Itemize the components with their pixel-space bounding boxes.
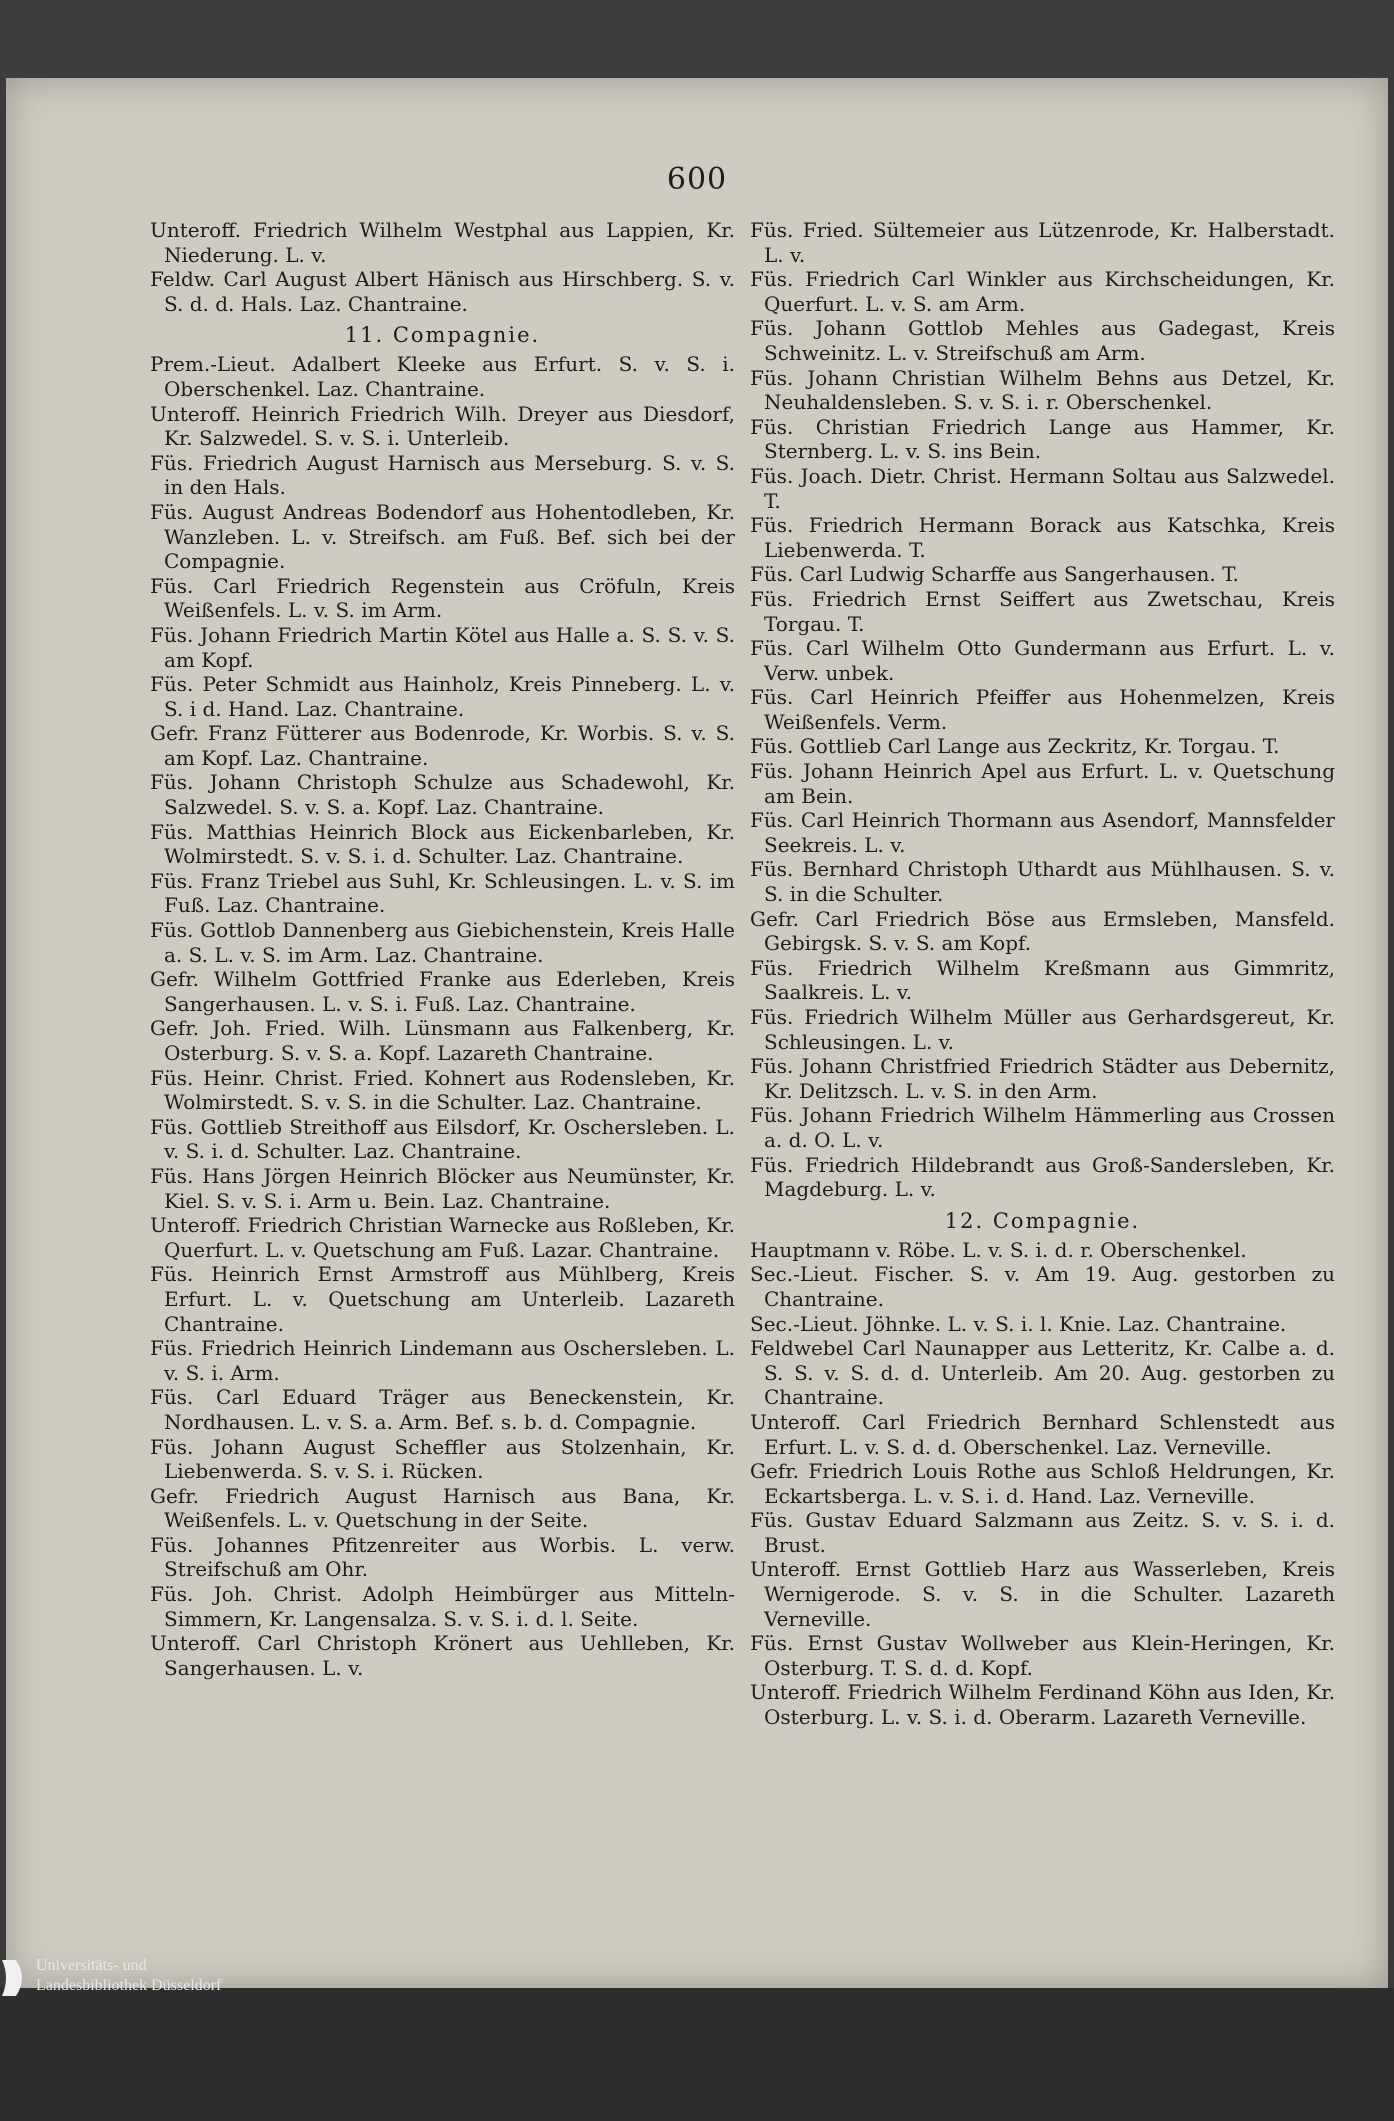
casualty-entry: Füs. Johann Heinrich Apel aus Erfurt. L. v. Quetschung am Bein. bbox=[750, 759, 1335, 808]
casualty-entry: Füs. Joh. Christ. Adolph Heimbürger aus Mitteln-Simmern, Kr. Langensalza. S. v. S. i. d. l. Seite. bbox=[150, 1582, 735, 1631]
casualty-entry: Füs. Johann Christoph Schulze aus Schadewohl, Kr. Salzwedel. S. v. S. a. Kopf. Laz. Chantraine. bbox=[150, 770, 735, 820]
casualty-entry: Füs. Friedrich Wilhelm Müller aus Gerhardsgereut, Kr. Schleusingen. L. v. bbox=[750, 1005, 1335, 1054]
casualty-entry: Sec.-Lieut. Fischer. S. v. Am 19. Aug. gestorben zu Chantraine. bbox=[750, 1262, 1335, 1311]
casualty-entry: Füs. Heinrich Ernst Armstroff aus Mühlberg, Kreis Erfurt. L. v. Quetschung am Unterleib. Lazareth Chantraine. bbox=[150, 1262, 735, 1336]
casualty-entry: Füs. Johannes Pfitzenreiter aus Worbis. L. verw. Streifschuß am Ohr. bbox=[150, 1532, 735, 1582]
right-column bbox=[750, 218, 1335, 1730]
casualty-entry: Gefr. Wilhelm Gottfried Franke aus Ederleben, Kreis Sangerhausen. L. v. S. i. Fuß. Laz. Chantraine. bbox=[150, 967, 735, 1016]
casualty-entry: Füs. Christian Friedrich Lange aus Hammer, Kr. Sternberg. L. v. S. ins Bein. bbox=[750, 414, 1335, 464]
casualty-entry: Füs. Gottlieb Carl Lange aus Zeckritz, Kr. Torgau. T. bbox=[750, 734, 1280, 759]
casualty-entry: Füs. Friedrich Heinrich Lindemann aus Oschersleben. L. v. S. i. Arm. bbox=[150, 1336, 735, 1385]
casualty-entry: Unteroff. Carl Christoph Krönert aus Uehlleben, Kr. Sangerhausen. L. v. bbox=[150, 1631, 735, 1680]
library-logo-line2: Landesbibliothek Düsseldorf bbox=[36, 1977, 222, 1994]
casualty-entry: Füs. Carl Heinrich Thormann aus Asendorf, Mannsfelder Seekreis. L. v. bbox=[750, 808, 1335, 857]
casualty-entry: Unteroff. Friedrich Wilhelm Ferdinand Köhn aus Iden, Kr. Osterburg. L. v. S. i. d. Oberarm. Lazareth Verneville. bbox=[750, 1680, 1335, 1730]
casualty-entry: Füs. Friedrich August Harnisch aus Merseburg. S. v. S. in den Hals. bbox=[150, 450, 735, 500]
casualty-entry: Füs. Gottlieb Streithoff aus Eilsdorf, Kr. Oschersleben. L. v. S. i. d. Schulter. Laz. Chantraine. bbox=[150, 1114, 735, 1164]
casualty-entry: Prem.-Lieut. Adalbert Kleeke aus Erfurt. S. v. S. i. Oberschenkel. Laz. Chantraine. bbox=[150, 352, 735, 401]
casualty-entry: Unteroff. Carl Friedrich Bernhard Schlenstedt aus Erfurt. L. v. S. d. d. Oberschenkel. Laz. Verneville. bbox=[750, 1409, 1335, 1459]
library-logo-line1: Universitäts- und bbox=[36, 1957, 147, 1974]
casualty-entry: Füs. Bernhard Christoph Uthardt aus Mühlhausen. S. v. S. in die Schulter. bbox=[750, 857, 1335, 907]
section-heading: 12. Compagnie. bbox=[944, 1208, 1141, 1233]
casualty-entry: Füs. Friedrich Wilhelm Kreßmann aus Gimmritz, Saalkreis. L. v. bbox=[750, 955, 1335, 1005]
casualty-entry: Füs. Gustav Eduard Salzmann aus Zeitz. S. v. S. i. d. Brust. bbox=[750, 1508, 1335, 1557]
casualty-entry: Füs. Matthias Heinrich Block aus Eickenbarleben, Kr. Wolmirstedt. S. v. S. i. d. Schulter. Laz. Chantraine. bbox=[150, 819, 735, 869]
casualty-entry: Füs. Carl Ludwig Scharffe aus Sangerhausen. T. bbox=[750, 562, 1239, 587]
casualty-entry: Füs. Friedrich Carl Winkler aus Kirchscheidungen, Kr. Querfurt. L. v. S. am Arm. bbox=[750, 267, 1335, 316]
casualty-entry: Gefr. Joh. Fried. Wilh. Lünsmann aus Falkenberg, Kr. Osterburg. S. v. S. a. Kopf. Lazareth Chantraine. bbox=[150, 1016, 735, 1065]
casualty-entry: Füs. Ernst Gustav Wollweber aus Klein-Heringen, Kr. Osterburg. T. S. d. d. Kopf. bbox=[750, 1631, 1335, 1680]
casualty-entry: Gefr. Friedrich August Harnisch aus Bana, Kr. Weißenfels. L. v. Quetschung in der Seite. bbox=[150, 1483, 735, 1533]
casualty-entry: Unteroff. Friedrich Christian Warnecke aus Roßleben, Kr. Querfurt. L. v. Quetschung am Fuß. Lazar. Chantraine. bbox=[150, 1213, 735, 1262]
casualty-entry: Füs. Johann Friedrich Martin Kötel aus Halle a. S. S. v. S. am Kopf. bbox=[150, 622, 735, 672]
page-number: 600 bbox=[666, 162, 728, 197]
casualty-entry: Füs. Carl Eduard Träger aus Beneckenstein, Kr. Nordhausen. L. v. S. a. Arm. Bef. s. b. d. Compagnie. bbox=[150, 1385, 735, 1434]
casualty-entry: Füs. Johann August Scheffler aus Stolzenhain, Kr. Liebenwerda. S. v. S. i. Rücken. bbox=[150, 1434, 735, 1484]
casualty-entry: Feldwebel Carl Naunapper aus Letteritz, Kr. Calbe a. d. S. S. v. S. d. d. Unterleib. Am 20. Aug. gestorben zu Chantraine. bbox=[750, 1336, 1335, 1410]
casualty-entry: Füs. Friedrich Ernst Seiffert aus Zwetschau, Kreis Torgau. T. bbox=[750, 586, 1335, 636]
casualty-entry: Füs. Friedrich Hildebrandt aus Groß-Sandersleben, Kr. Magdeburg. L. v. bbox=[750, 1152, 1335, 1202]
library-logo bbox=[0, 1950, 300, 2010]
casualty-entry: Füs. Johann Christfried Friedrich Städter aus Debernitz, Kr. Delitzsch. L. v. S. in den Arm. bbox=[750, 1054, 1335, 1103]
casualty-entry: Hauptmann v. Röbe. L. v. S. i. d. r. Oberschenkel. bbox=[750, 1237, 1247, 1262]
casualty-entry: Gefr. Carl Friedrich Böse aus Ermsleben, Mansfeld. Gebirgsk. S. v. S. am Kopf. bbox=[750, 906, 1335, 956]
casualty-entry: Füs. Friedrich Hermann Borack aus Katschka, Kreis Liebenwerda. T. bbox=[750, 513, 1335, 562]
casualty-entry: Füs. Carl Wilhelm Otto Gundermann aus Erfurt. L. v. Verw. unbek. bbox=[750, 636, 1335, 685]
section-heading: 11. Compagnie. bbox=[344, 323, 541, 348]
casualty-entry: Füs. Joach. Dietr. Christ. Hermann Soltau aus Salzwedel. T. bbox=[750, 463, 1335, 513]
casualty-entry: Füs. Johann Gottlob Mehles aus Gadegast, Kreis Schweinitz. L. v. Streifschuß am Arm. bbox=[750, 316, 1335, 365]
casualty-entry: Füs. Johann Friedrich Wilhelm Hämmerling aus Crossen a. d. O. L. v. bbox=[750, 1103, 1335, 1152]
casualty-entry: Unteroff. Friedrich Wilhelm Westphal aus Lappien, Kr. Niederung. L. v. bbox=[150, 218, 735, 267]
casualty-entry: Füs. Hans Jörgen Heinrich Blöcker aus Neumünster, Kr. Kiel. S. v. S. i. Arm u. Bein. Laz. Chantraine. bbox=[150, 1163, 735, 1213]
casualty-entry: Füs. Gottlob Dannenberg aus Giebichenstein, Kreis Halle a. S. L. v. S. im Arm. Laz. Chantraine. bbox=[150, 918, 735, 967]
casualty-entry: Gefr. Friedrich Louis Rothe aus Schloß Heldrungen, Kr. Eckartsberga. L. v. S. i. d. Hand. Laz. Verneville. bbox=[750, 1459, 1335, 1508]
casualty-entry: Füs. Carl Friedrich Regenstein aus Cröfuln, Kreis Weißenfels. L. v. S. im Arm. bbox=[150, 573, 735, 623]
casualty-entry: Füs. August Andreas Bodendorf aus Hohentodleben, Kr. Wanzleben. L. v. Streifsch. am Fuß. Bef. sich bei der Compagnie. bbox=[150, 499, 735, 574]
casualty-entry: Füs. Carl Heinrich Pfeiffer aus Hohenmelzen, Kreis Weißenfels. Verm. bbox=[750, 685, 1335, 734]
casualty-entry: Füs. Peter Schmidt aus Hainholz, Kreis Pinneberg. L. v. S. i d. Hand. Laz. Chantraine. bbox=[150, 672, 735, 721]
library-logo-icon bbox=[0, 1956, 30, 2000]
casualty-entry: Unteroff. Ernst Gottlieb Harz aus Wasserleben, Kreis Wernigerode. S. v. S. in die Schulter. Lazareth Verneville. bbox=[750, 1557, 1335, 1631]
casualty-entry: Gefr. Franz Fütterer aus Bodenrode, Kr. Worbis. S. v. S. am Kopf. Laz. Chantraine. bbox=[150, 721, 735, 770]
casualty-entry: Sec.-Lieut. Jöhnke. L. v. S. i. l. Knie. Laz. Chantraine. bbox=[750, 1311, 1287, 1336]
scan-border-top bbox=[0, 0, 1394, 80]
casualty-entry: Unteroff. Heinrich Friedrich Wilh. Dreyer aus Diesdorf, Kr. Salzwedel. S. v. S. i. Unterleib. bbox=[150, 401, 735, 451]
left-column bbox=[150, 218, 735, 1680]
casualty-entry: Füs. Fried. Sültemeier aus Lützenrode, Kr. Halberstadt. L. v. bbox=[750, 218, 1335, 267]
casualty-entry: Feldw. Carl August Albert Hänisch aus Hirschberg. S. v. S. d. d. Hals. Laz. Chantraine. bbox=[150, 267, 735, 316]
casualty-entry: Füs. Heinr. Christ. Fried. Kohnert aus Rodensleben, Kr. Wolmirstedt. S. v. S. in die Schulter. Laz. Chantraine. bbox=[150, 1065, 735, 1115]
casualty-entry: Füs. Johann Christian Wilhelm Behns aus Detzel, Kr. Neuhaldensleben. S. v. S. i. r. Oberschenkel. bbox=[750, 365, 1335, 415]
casualty-entry: Füs. Franz Triebel aus Suhl, Kr. Schleusingen. L. v. S. im Fuß. Laz. Chantraine. bbox=[150, 868, 735, 918]
